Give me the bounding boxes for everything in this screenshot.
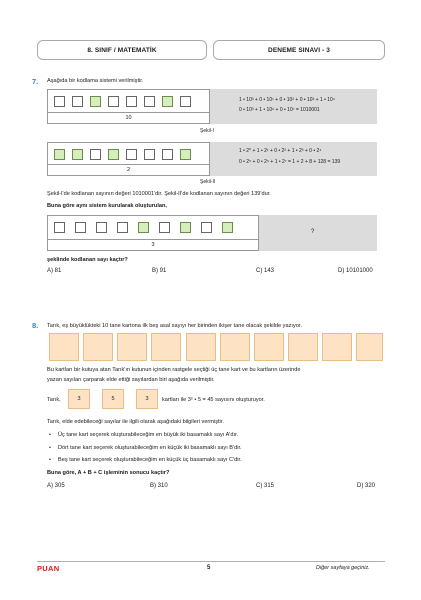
blank-card (49, 333, 79, 361)
q8-option-b[interactable]: B) 310 (150, 483, 168, 489)
header-exam: DENEME SINAVI - 3 (268, 46, 330, 54)
blank-card (151, 333, 181, 361)
blank-card (220, 333, 250, 361)
q7-option-a[interactable]: A) 81 (47, 268, 62, 274)
q8-option-c[interactable]: C) 315 (256, 483, 275, 489)
q7-fig1-value: 10 (47, 113, 210, 124)
blank-card (117, 333, 147, 361)
q8-para1: Bu kartları bir kutuya atan Tarık'ın kutunun içinden rastgele seçtiği üç tane kart ve bu kartların üzerinde (47, 367, 301, 373)
q7-fig3-result: ? (311, 229, 315, 235)
code-square (75, 222, 86, 233)
q7-statement: Şekil-I'de kodlanan sayının değeri 1010001'dir. Şekil-II'de kodlanan sayının değeri 139'dur. (47, 191, 271, 197)
q7-fig2-caption: Şekil-II (200, 179, 216, 185)
page-number: 5 (207, 565, 211, 571)
q8-number: 8. (32, 321, 39, 330)
q7-figure-3 (47, 215, 377, 251)
q7-fig2-line2: 0 • 2⁵ + 0 • 2⁶ + 1 • 2⁷ = 1 + 2 + 8 + 128 = 139 (239, 159, 341, 165)
header-subject: 8. SINIF / MATEMATİK (87, 46, 157, 54)
q8-bullet-2: Dört tane kart seçerek oluşturabileceğim en küçük iki basamaklı sayı B'dir. (58, 445, 242, 451)
blank-card (83, 333, 113, 361)
code-square-green (54, 149, 65, 160)
code-square (144, 96, 155, 107)
q8-para2: yazan sayıları çarparak elde ettiği sayılardan biri aşağıda verilmiştir. (47, 377, 215, 383)
code-square-green (90, 96, 101, 107)
code-square (144, 149, 155, 160)
code-square (201, 222, 212, 233)
q8-option-a[interactable]: A) 305 (47, 483, 65, 489)
blank-card (288, 333, 318, 361)
code-square (90, 149, 101, 160)
q7-fig3-value: 3 (47, 240, 259, 251)
brand-logo: PUAN (37, 564, 60, 573)
code-square (117, 222, 128, 233)
q7-figure-1 (47, 89, 377, 124)
bullet-dot: • (49, 445, 51, 451)
q7-number: 7. (32, 77, 39, 86)
q7-question: şeklinde kodlanan sayı kaçtır? (47, 257, 128, 263)
footer-divider (37, 561, 385, 562)
code-square (180, 96, 191, 107)
q7-prompt: Buna göre aynı sistem kurularak oluşturulan, (47, 203, 167, 209)
code-square-green (222, 222, 233, 233)
q7-fig1-line2: 0 • 10³ + 1 • 10⁶ + 0 • 10⁷ = 1010001 (239, 107, 320, 113)
q7-fig1-line1: 1 • 10³ + 0 • 10¹ + 0 • 10² + 0 • 10³ + 1 • 10⁴ (239, 97, 335, 103)
blank-card (254, 333, 284, 361)
code-square (159, 222, 170, 233)
bullet-dot: • (49, 432, 51, 438)
code-square (96, 222, 107, 233)
q8-bullet-3: Beş tane kart seçerek oluşturabileceğim en küçük üç basamaklı sayı C'dir. (58, 457, 242, 463)
q8-option-d[interactable]: D) 320 (357, 483, 376, 489)
q8-question: Buna göre, A + B + C işleminin sonucu kaçtır? (47, 470, 170, 476)
code-square-green (162, 96, 173, 107)
q7-fig2-line1: 1 • 2⁰ + 1 • 2¹ + 0 • 2² + 1 • 2³ + 0 • 2⁴ (239, 148, 322, 154)
bullet-dot: • (49, 457, 51, 463)
q8-bullet-1: Üç tane kart seçerek oluşturabileceğim en büyük iki basamaklı sayı A'dır. (58, 432, 239, 438)
code-square (108, 96, 119, 107)
code-square-green (180, 149, 191, 160)
code-square (54, 222, 65, 233)
q7-fig3-boxes-frame (47, 215, 259, 240)
q8-tarik-label: Tarık, (47, 397, 61, 403)
q8-intro: Tarık, eş büyüklükteki 10 tane kartona ilk beş asal sayıyı her birinden ikişer tane olacak şekilde yazıyor. (47, 323, 302, 329)
code-square (126, 96, 137, 107)
code-square-green (72, 149, 83, 160)
code-square (72, 96, 83, 107)
example-card: 5 (102, 389, 124, 409)
code-square-green (138, 222, 149, 233)
q7-intro: Aşağıda bir kodlama sistemi verilmiştir. (47, 78, 144, 84)
code-square-green (180, 222, 191, 233)
q7-option-b[interactable]: B) 91 (152, 268, 167, 274)
code-square (54, 96, 65, 107)
header-subject-box (37, 40, 207, 60)
q8-example-tail: kartları ile 3² • 5 = 45 sayısını oluşturuyor. (162, 397, 265, 403)
example-card: 3 (68, 389, 90, 409)
code-square-green (108, 149, 119, 160)
q7-fig2-boxes-frame (47, 142, 210, 165)
blank-card (322, 333, 352, 361)
q7-fig1-caption: Şekil-I (200, 128, 214, 134)
code-square (162, 149, 173, 160)
code-square (126, 149, 137, 160)
next-page-note: Diğer sayfaya geçiniz. (316, 565, 370, 571)
q7-option-c[interactable]: C) 143 (256, 268, 275, 274)
blank-card (186, 333, 216, 361)
header-exam-box (213, 40, 385, 60)
q7-option-d[interactable]: D) 10101000 (338, 268, 373, 274)
q7-fig1-boxes-frame (47, 89, 210, 113)
q8-lead: Tarık, elde edebileceği sayılar ile ilgili olarak aşağıdaki bilgileri vermiştir. (47, 419, 224, 425)
q7-fig2-value: 2 (47, 165, 210, 176)
q7-figure-2 (47, 142, 377, 176)
blank-card (356, 333, 383, 361)
example-card: 3 (136, 389, 158, 409)
